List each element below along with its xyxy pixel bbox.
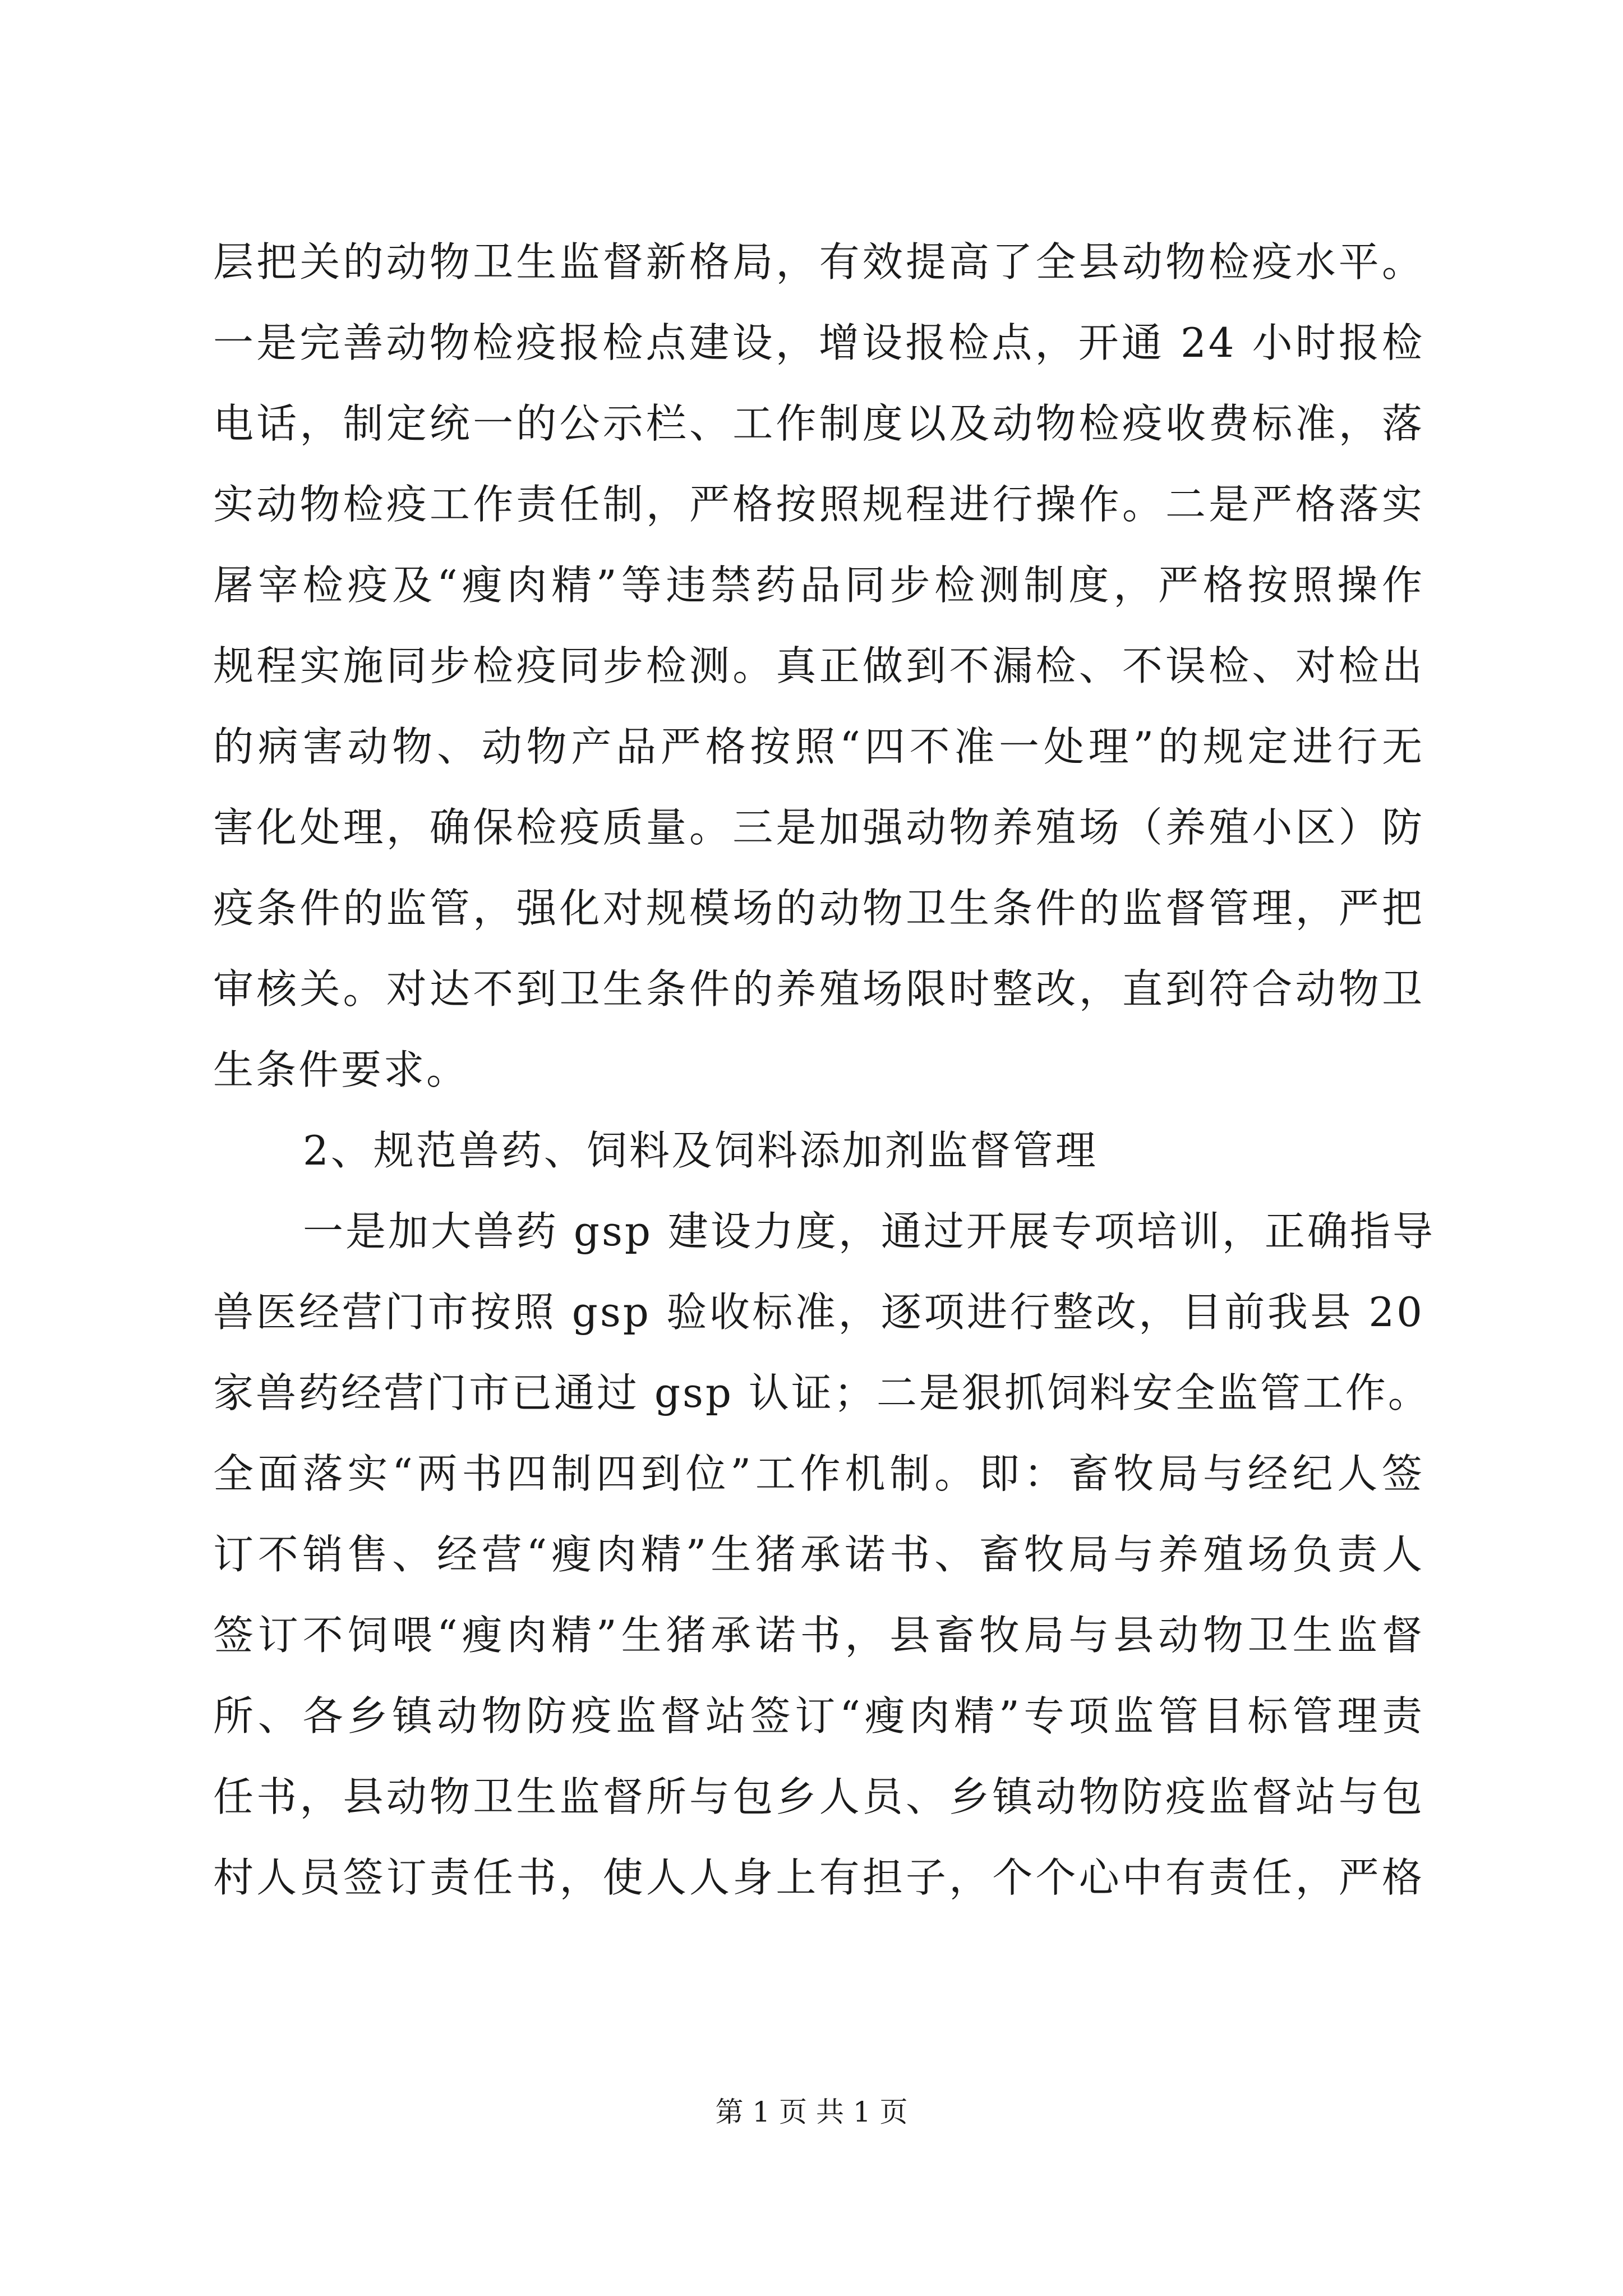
text-line: 审核关。对达不到卫生条件的养殖场限时整改，直到符合动物卫 bbox=[213, 965, 1424, 1013]
text-line: 层把关的动物卫生监督新格局，有效提高了全县动物检疫水平。 bbox=[213, 238, 1424, 286]
text-line: 实动物检疫工作责任制，严格按照规程进行操作。二是严格落实 bbox=[213, 481, 1424, 528]
text-line: 所、各乡镇动物防疫监督站签订“瘦肉精”专项监管目标管理责 bbox=[213, 1692, 1424, 1740]
section-heading: 2、规范兽药、饲料及饲料添加剂监督管理 bbox=[303, 1127, 1098, 1174]
text-line: 的病害动物、动物产品严格按照“四不准一处理”的规定进行无 bbox=[213, 723, 1424, 770]
text-line: 一是完善动物检疫报检点建设，增设报检点，开通 24 小时报检 bbox=[213, 319, 1424, 366]
text-line: 一是加大兽药 gsp 建设力度，通过开展专项培训，正确指导 bbox=[303, 1208, 1435, 1255]
text-line: 任书，县动物卫生监督所与包乡人员、乡镇动物防疫监督站与包 bbox=[213, 1773, 1424, 1820]
text-line: 生条件要求。 bbox=[213, 1046, 469, 1093]
text-line: 家兽药经营门市已通过 gsp 认证；二是狠抓饲料安全监管工作。 bbox=[213, 1369, 1431, 1416]
page-footer: 第 1 页 共 1 页 bbox=[715, 2096, 908, 2128]
text-line: 订不销售、经营“瘦肉精”生猪承诺书、畜牧局与养殖场负责人 bbox=[213, 1531, 1424, 1578]
text-line: 电话，制定统一的公示栏、工作制度以及动物检疫收费标准，落 bbox=[213, 400, 1424, 447]
text-line: 疫条件的监管，强化对规模场的动物卫生条件的监督管理，严把 bbox=[213, 885, 1424, 932]
text-line: 村人员签订责任书，使人人身上有担子，个个心中有责任，严格 bbox=[213, 1854, 1424, 1901]
body-text bbox=[213, 222, 1435, 1918]
text-line: 害化处理，确保检疫质量。三是加强动物养殖场（养殖小区）防 bbox=[213, 804, 1424, 851]
text-line: 规程实施同步检疫同步检测。真正做到不漏检、不误检、对检出 bbox=[213, 642, 1424, 689]
text-line: 签订不饲喂“瘦肉精”生猪承诺书，县畜牧局与县动物卫生监督 bbox=[213, 1612, 1424, 1659]
text-line: 屠宰检疫及“瘦肉精”等违禁药品同步检测制度，严格按照操作 bbox=[213, 562, 1424, 609]
text-line: 全面落实“两书四制四到位”工作机制。即：畜牧局与经纪人签 bbox=[213, 1450, 1424, 1497]
text-line: 兽医经营门市按照 gsp 验收标准，逐项进行整改，目前我县 20 bbox=[213, 1289, 1424, 1336]
